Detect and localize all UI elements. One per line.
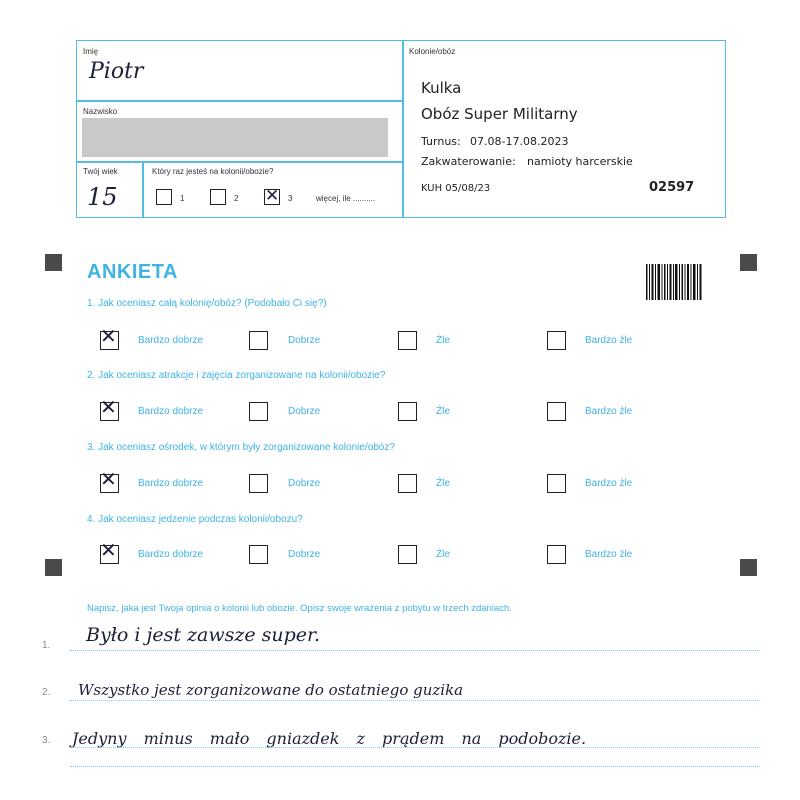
turnus-label: Turnus: [421,135,461,148]
header-divider [402,41,404,217]
q1-label-very-bad: Bardzo źle [585,335,633,346]
q4-label-bad: Źle [436,549,450,560]
answer-3-number: 3. [42,735,51,746]
corner-mark-bottom-left [45,559,62,576]
question-1: 1. Jak oceniasz całą kolonię/obóz? (Podobało Ci się?) [87,298,327,309]
q1-label-bad: Źle [436,335,450,346]
divider-age [142,161,144,217]
answer-line-4 [70,766,760,767]
q4-checkbox-bad[interactable] [398,545,417,564]
times-option-2: 2 [234,194,239,203]
answer-line-1 [70,650,760,651]
q3-checkbox-good[interactable] [249,474,268,493]
corner-mark-top-left [45,254,62,271]
q2-checkbox-good[interactable] [249,402,268,421]
accommodation-label: Zakwaterowanie: [421,155,516,168]
age-value[interactable]: 15 [87,183,118,211]
times-option-1: 1 [180,194,185,203]
times-label: Który raz jesteś na kolonii/obozie? [152,167,274,176]
first-name-label: Imię [83,47,99,56]
question-3: 3. Jak oceniasz ośrodek, w którym były zorganizowane kolonie/obóz? [87,442,395,453]
q3-checkbox-bad[interactable] [398,474,417,493]
q4-checkbox-good[interactable] [249,545,268,564]
answer-line-2 [70,700,760,701]
q4-checkbox-very-bad[interactable] [547,545,566,564]
q3-label-very-bad: Bardzo źle [585,478,633,489]
q4-label-very-bad: Bardzo źle [585,549,633,560]
check-mark-icon: ✕ [100,467,117,491]
q2-label-very-bad: Bardzo źle [585,406,633,417]
q2-checkbox-very-good[interactable] [100,395,119,421]
q1-label-very-good: Bardzo dobrze [138,335,204,346]
corner-mark-bottom-right [740,559,757,576]
q1-label-good: Dobrze [288,335,321,346]
last-name-redacted [82,118,388,157]
check-mark-icon: ✕ [265,186,280,206]
q1-checkbox-very-bad[interactable] [547,331,566,350]
q1-checkbox-good[interactable] [249,331,268,350]
q2-checkbox-very-bad[interactable] [547,402,566,421]
first-name-value[interactable]: Piotr [89,59,144,84]
q1-checkbox-bad[interactable] [398,331,417,350]
q3-label-bad: Źle [436,478,450,489]
times-checkbox-3[interactable] [264,186,280,206]
camp-code: KUH 05/08/23 [421,183,491,194]
last-name-label: Nazwisko [83,107,118,116]
turnus-value: 07.08-17.08.2023 [470,135,569,148]
age-label: Twój wiek [83,167,118,176]
q2-label-good: Dobrze [288,406,321,417]
form-number: 02597 [649,180,695,195]
opinion-prompt: Napisz, jaka jest Twoja opinia o kolonii lub obozie. Opisz swoje wrażenia z pobytu w trzech zdaniach. [87,603,512,614]
answer-1-number: 1. [42,640,51,651]
header-box [76,40,726,218]
barcode-icon [646,264,702,300]
camp-label: Kolonie/obóz [409,47,456,56]
q4-checkbox-very-good[interactable] [100,538,119,564]
q3-checkbox-very-good[interactable] [100,467,119,493]
q2-label-very-good: Bardzo dobrze [138,406,204,417]
times-option-3: 3 [288,194,293,203]
check-mark-icon: ✕ [100,324,117,348]
times-more: więcej, ile .......... [316,194,376,203]
q3-checkbox-very-bad[interactable] [547,474,566,493]
divider-surname [77,161,402,163]
question-4: 4. Jak oceniasz jedzenie podczas kolonii/obozu? [87,514,303,525]
q1-checkbox-very-good[interactable] [100,324,119,350]
survey-title: ANKIETA [87,261,178,283]
times-checkbox-2[interactable] [210,189,226,205]
accommodation-value: namioty harcerskie [527,155,633,168]
q2-checkbox-bad[interactable] [398,402,417,421]
camp-location: Kulka [421,79,462,97]
divider-name [77,100,402,102]
q3-label-good: Dobrze [288,478,321,489]
check-mark-icon: ✕ [100,395,117,419]
answer-2-text[interactable]: Wszystko jest zorganizowane do ostatniego guzika [78,681,464,699]
answer-1-text[interactable]: Było i jest zawsze super. [86,624,321,646]
q3-label-very-good: Bardzo dobrze [138,478,204,489]
answer-2-number: 2. [42,687,51,698]
q4-label-very-good: Bardzo dobrze [138,549,204,560]
q4-label-good: Dobrze [288,549,321,560]
times-checkbox-1[interactable] [156,189,172,205]
answer-3-text[interactable]: Jedyny minus mało gniazdek z prądem na podobozie. [72,729,587,748]
answer-line-3 [70,747,760,748]
check-mark-icon: ✕ [100,538,117,562]
question-2: 2. Jak oceniasz atrakcje i zajęcia zorganizowane na kolonii/obozie? [87,370,386,381]
corner-mark-top-right [740,254,757,271]
q2-label-bad: Źle [436,406,450,417]
camp-name: Obóz Super Militarny [421,105,578,123]
